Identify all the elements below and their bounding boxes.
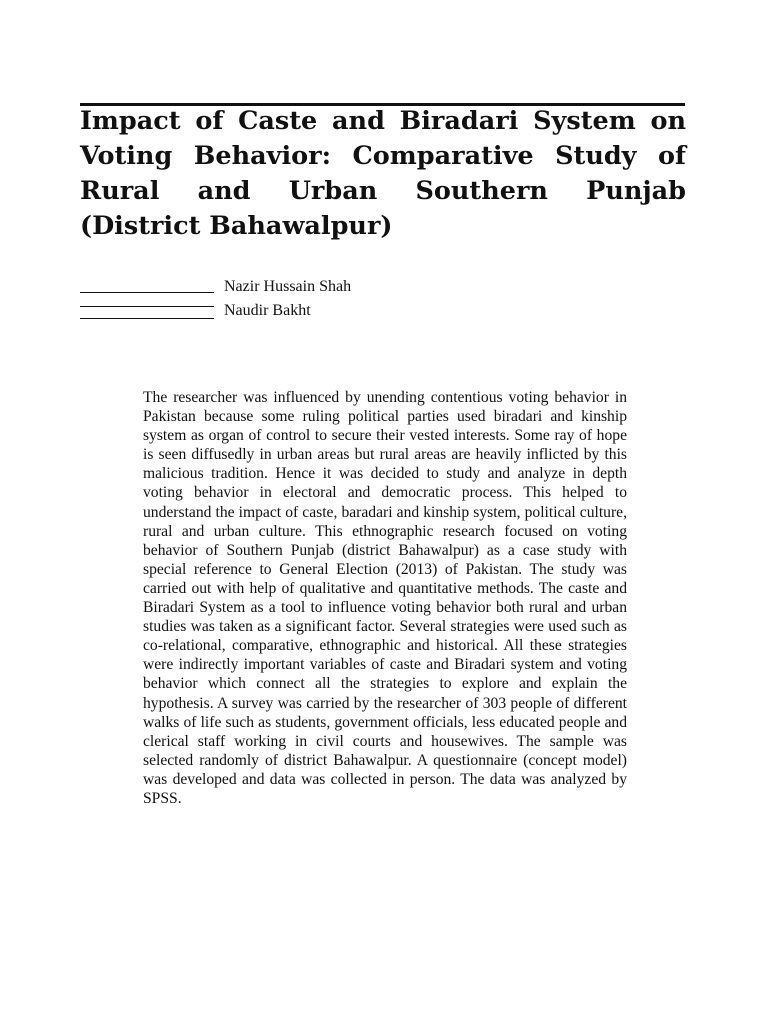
author-row	[80, 297, 580, 321]
author-name: Nazir Hussain Shah	[224, 278, 352, 295]
paper-title: Impact of Caste and Biradari System on Voting Behavior: Comparative Study of Rural and Urban Southern Punjab (District Bahawalpur)	[80, 106, 686, 241]
abstract-text: The researcher was influenced by unending contentious voting behavior in Pakistan because some ruling political parties used biradari and kinship system as organ of control to secure their vested interests. Some ray of hope is seen diffusedly in urban areas but rural areas are heavily inflicted by this malicious tradition. Hence it was decided to study and analyze in depth voting behavior in electoral and democratic process. This helped to understand the impact of caste, baradari and kinship system, political culture, rural and urban culture. This ethnographic research focused on voting behavior of Southern Punjab (district Bahawalpur) as a case study with special reference to General Election (2013) of Pakistan. The study was carried out with help of qualitative and quantitative methods. The caste and Biradari System as a tool to influence voting behavior both rural and urban studies was taken as a significant factor. Several strategies were used such as co-relational, comparative, ethnographic and historical. All these strategies were indirectly important variables of caste and Biradari system and voting behavior which connect all the strategies to explore and explain the hypothesis. A survey was carried by the researcher of 303 people of different walks of life such as students, government officials, less educated people and clerical staff working in civil courts and housewives. The sample was selected randomly of district Bahawalpur. A questionnaire (concept model) was developed and data was collected in person. The data was analyzed by SPSS.	[143, 389, 627, 807]
author-name: Naudir Bakht	[224, 302, 311, 319]
author-rule	[80, 292, 214, 293]
author-row	[80, 273, 580, 297]
author-list	[80, 273, 580, 321]
author-rule	[80, 306, 214, 319]
